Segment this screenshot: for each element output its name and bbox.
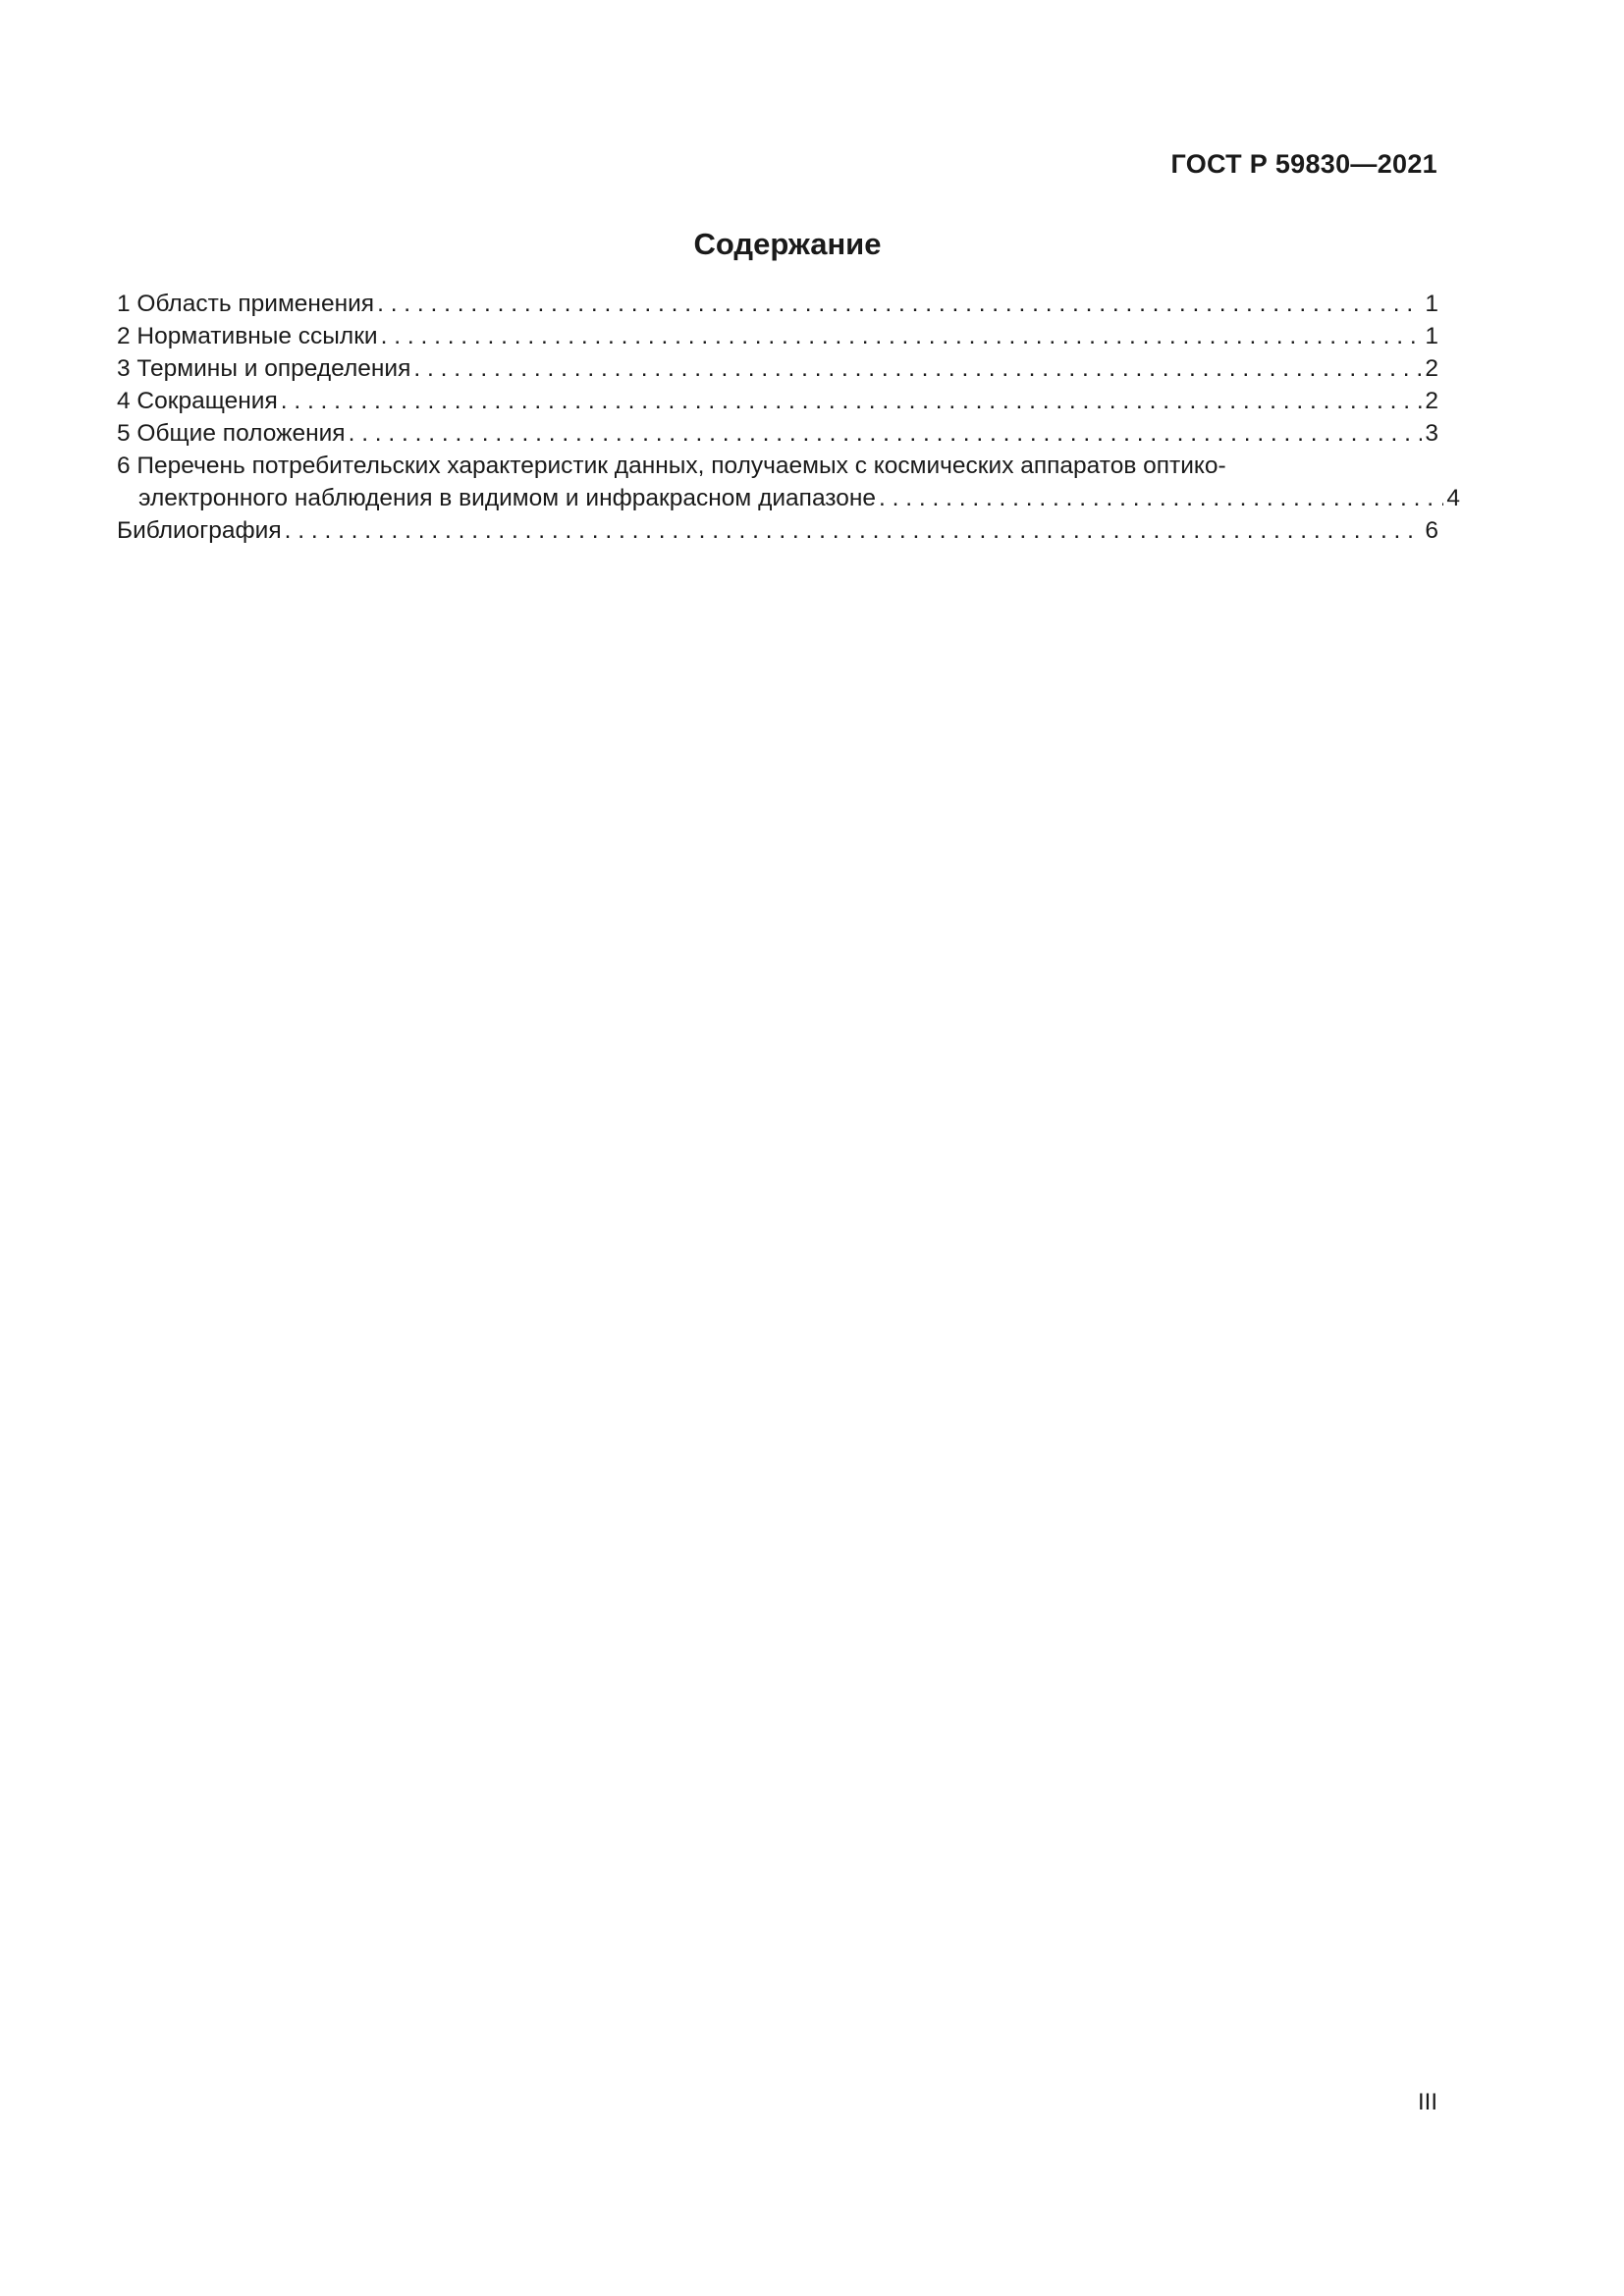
toc-entry-normative-references[interactable] [117,320,1438,352]
toc-entry-general-provisions[interactable] [117,417,1438,450]
dot-leader [377,288,1422,320]
toc-entry-page: 3 [1425,420,1438,447]
toc-entry-label: Библиография [117,517,282,544]
toc-entry-page: 6 [1425,517,1438,544]
toc-entry-label: 4 Сокращения [117,388,278,414]
page-number: III [1417,2089,1437,2115]
toc-entry-scope[interactable] [117,288,1438,320]
toc-title: Содержание [693,227,882,261]
toc-entry-page: 1 [1425,291,1438,317]
dot-leader [413,352,1422,385]
toc-entry-page: 4 [1446,485,1460,511]
toc-entry-label: 3 Термины и определения [117,355,411,382]
dot-leader [381,320,1423,352]
toc-entry-label: электронного наблюдения в видимом и инфракрасном диапазоне [138,485,877,511]
toc-entry-terms-definitions[interactable] [117,352,1438,385]
toc-entry-label: 2 Нормативные ссылки [117,323,378,349]
toc-entry-page: 1 [1425,323,1438,349]
dot-leader [281,385,1423,417]
toc-entry-bibliography[interactable] [117,514,1438,547]
dot-leader [349,417,1423,450]
toc-entry-page: 2 [1425,355,1438,382]
toc-entry-page: 2 [1425,388,1438,414]
toc-entry-abbreviations[interactable] [117,385,1438,417]
toc-entry-label: 1 Область применения [117,291,375,317]
table-of-contents [117,288,1460,547]
dot-leader [285,514,1423,547]
toc-entry-label-first-line: 6 Перечень потребительских характеристик данных, получаемых с космических аппаратов оптико- [117,453,1226,479]
document-number: ГОСТ Р 59830—2021 [1170,149,1437,179]
toc-entry-consumer-characteristics[interactable] [117,450,1460,514]
toc-entry-label: 5 Общие положения [117,420,346,447]
dot-leader [879,482,1443,514]
